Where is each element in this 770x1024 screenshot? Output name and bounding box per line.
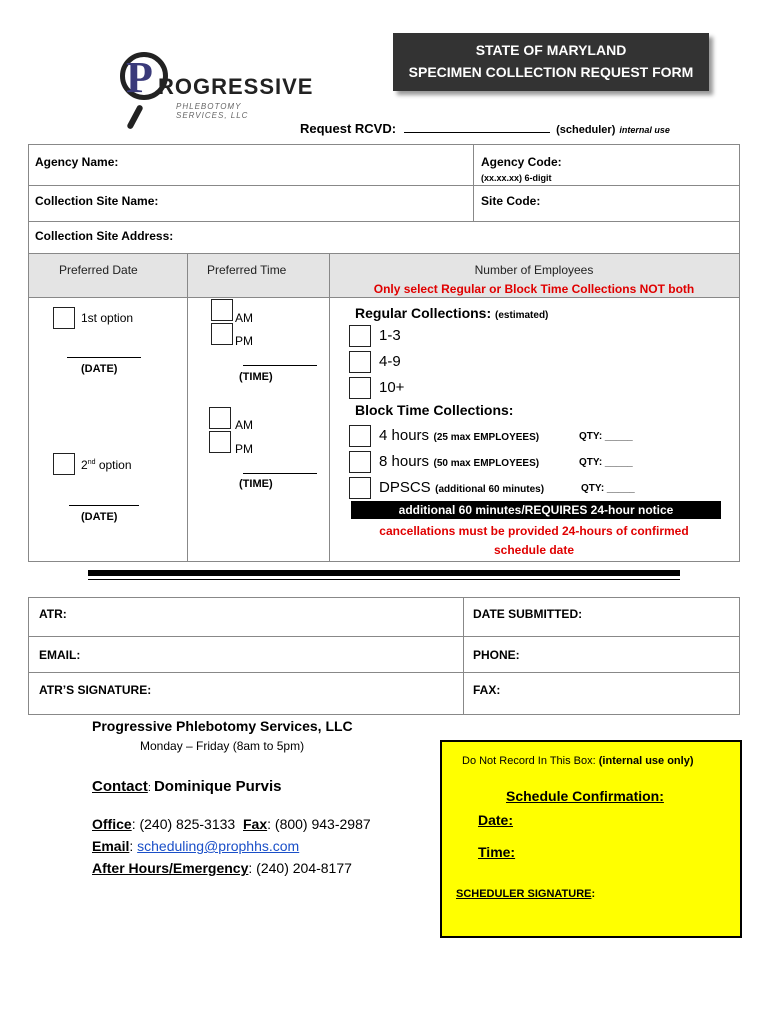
number-of-employees-header: Number of Employees bbox=[474, 263, 594, 277]
block-8-hours-checkbox[interactable] bbox=[349, 451, 371, 473]
column-divider bbox=[463, 598, 464, 714]
title-line-2: SPECIMEN COLLECTION REQUEST FORM bbox=[408, 64, 694, 80]
row-divider bbox=[29, 672, 739, 673]
regular-10-plus-label: 10+ bbox=[379, 379, 405, 396]
preferred-date-header: Preferred Date bbox=[59, 263, 138, 277]
second-date-label: (DATE) bbox=[81, 511, 118, 523]
email-label: EMAIL: bbox=[39, 648, 81, 662]
agency-code-label: Agency Code: bbox=[481, 155, 562, 169]
collection-request-table bbox=[28, 144, 740, 562]
contact-name: Dominique Purvis bbox=[153, 778, 282, 795]
second-pm-checkbox[interactable] bbox=[209, 431, 231, 453]
logo-letter: P bbox=[126, 53, 153, 102]
regular-4-9-label: 4-9 bbox=[379, 353, 401, 370]
first-time-label: (TIME) bbox=[239, 371, 273, 383]
collection-site-name-label: Collection Site Name: bbox=[35, 194, 159, 208]
section-separator-thin bbox=[88, 579, 680, 580]
schedule-confirmation-heading: Schedule Confirmation: bbox=[506, 788, 664, 804]
estimated-label: (estimated) bbox=[495, 310, 549, 321]
row-divider bbox=[29, 297, 739, 298]
first-option-checkbox[interactable] bbox=[53, 307, 75, 329]
logo-word: ROGRESSIVE bbox=[158, 74, 314, 99]
second-pm-label: PM bbox=[235, 442, 253, 456]
row-divider bbox=[29, 185, 739, 186]
atr-label: ATR: bbox=[39, 607, 67, 621]
column-divider bbox=[473, 145, 474, 221]
regular-collections-heading: Regular Collections: (estimated) bbox=[355, 305, 549, 321]
scheduler-signature-label: SCHEDULER SIGNATURE: bbox=[456, 888, 596, 900]
first-pm-label: PM bbox=[235, 334, 253, 348]
confirmation-date-label: Date: bbox=[478, 812, 514, 828]
agency-name-field[interactable] bbox=[149, 149, 467, 181]
business-hours: Monday – Friday (8am to 5pm) bbox=[140, 739, 305, 753]
row-divider bbox=[29, 636, 739, 637]
contact-line: Contact: Dominique Purvis bbox=[92, 778, 282, 795]
cancellation-line-1: cancellations must be provided 24-hours of confirmed bbox=[379, 524, 689, 538]
second-date-line[interactable] bbox=[69, 505, 139, 506]
fax-number: (800) 943-2987 bbox=[274, 816, 371, 832]
title-line-1: STATE OF MARYLAND bbox=[475, 42, 627, 58]
block-4-hours-qty[interactable]: QTY: _____ bbox=[579, 431, 633, 442]
atr-signature-label: ATR’S SIGNATURE: bbox=[39, 683, 152, 697]
first-option-label: 1st option bbox=[81, 311, 134, 325]
agency-name-label: Agency Name: bbox=[35, 155, 119, 169]
column-divider bbox=[187, 253, 188, 561]
column-divider bbox=[329, 253, 330, 561]
do-not-record-note: Do Not Record In This Box: (internal use only) bbox=[462, 755, 694, 767]
second-time-label: (TIME) bbox=[239, 478, 273, 490]
phone-label: PHONE: bbox=[473, 648, 520, 662]
preferred-time-header: Preferred Time bbox=[207, 263, 287, 277]
first-am-checkbox[interactable] bbox=[211, 299, 233, 321]
block-4-hours-checkbox[interactable] bbox=[349, 425, 371, 447]
first-date-label: (DATE) bbox=[81, 363, 118, 375]
cancellation-line-2: schedule date bbox=[493, 543, 575, 557]
first-am-label: AM bbox=[235, 311, 253, 325]
dpscs-qty[interactable]: QTY: _____ bbox=[581, 483, 635, 494]
atr-table bbox=[28, 597, 740, 715]
email-line: Email: scheduling@prophhs.com bbox=[92, 838, 300, 854]
second-option-checkbox[interactable] bbox=[53, 453, 75, 475]
regular-10-plus-checkbox[interactable] bbox=[349, 377, 371, 399]
regular-4-9-checkbox[interactable] bbox=[349, 351, 371, 373]
first-pm-checkbox[interactable] bbox=[211, 323, 233, 345]
logo-subtitle: PHLEBOTOMY SERVICES, LLC bbox=[176, 102, 249, 120]
block-time-heading: Block Time Collections: bbox=[355, 402, 514, 418]
request-rcvd-line[interactable] bbox=[404, 120, 550, 133]
date-submitted-label: DATE SUBMITTED: bbox=[473, 607, 583, 621]
block-4-hours-row: 4 hours (25 max EMPLOYEES) bbox=[379, 427, 540, 444]
after-hours-phone: (240) 204-8177 bbox=[256, 860, 352, 876]
scheduler-label: (scheduler) bbox=[556, 124, 616, 136]
internal-use-label: internal use bbox=[619, 125, 670, 135]
second-option-label: 2nd option bbox=[81, 458, 132, 472]
row-divider bbox=[29, 253, 739, 254]
second-am-label: AM bbox=[235, 418, 253, 432]
first-time-line[interactable] bbox=[243, 365, 317, 366]
dpscs-checkbox[interactable] bbox=[349, 477, 371, 499]
regular-1-3-checkbox[interactable] bbox=[349, 325, 371, 347]
second-am-checkbox[interactable] bbox=[209, 407, 231, 429]
collection-site-address-label: Collection Site Address: bbox=[35, 229, 174, 243]
confirmation-time-label: Time: bbox=[478, 844, 516, 860]
form-title-box bbox=[393, 33, 709, 91]
office-fax-line: Office: (240) 825-3133 Fax: (800) 943-2987 bbox=[92, 816, 371, 832]
request-rcvd-label: Request RCVD: bbox=[300, 121, 397, 136]
block-8-hours-qty[interactable]: QTY: _____ bbox=[579, 457, 633, 468]
site-code-label: Site Code: bbox=[481, 194, 541, 208]
after-hours-line: After Hours/Emergency: (240) 204-8177 bbox=[92, 860, 352, 876]
section-separator bbox=[88, 570, 680, 576]
block-8-hours-row: 8 hours (50 max EMPLOYEES) bbox=[379, 453, 540, 470]
regular-1-3-label: 1-3 bbox=[379, 327, 401, 344]
employees-note: Only select Regular or Block Time Collections NOT both bbox=[373, 282, 695, 296]
email-link[interactable]: scheduling@prophhs.com bbox=[137, 838, 300, 854]
notice-banner: additional 60 minutes/REQUIRES 24-hour notice bbox=[351, 501, 721, 519]
magnifier-handle bbox=[126, 104, 144, 130]
fax-label: FAX: bbox=[473, 683, 501, 697]
company-logo bbox=[92, 44, 314, 134]
agency-code-hint: (xx.xx.xx) 6-digit bbox=[481, 173, 552, 183]
request-received bbox=[300, 120, 670, 136]
office-phone: (240) 825-3133 bbox=[139, 816, 236, 832]
second-time-line[interactable] bbox=[243, 473, 317, 474]
company-name: Progressive Phlebotomy Services, LLC bbox=[92, 718, 353, 734]
internal-use-box bbox=[440, 740, 742, 938]
dpscs-row: DPSCS (additional 60 minutes) bbox=[379, 479, 545, 496]
first-date-line[interactable] bbox=[67, 357, 141, 358]
row-divider bbox=[29, 221, 739, 222]
